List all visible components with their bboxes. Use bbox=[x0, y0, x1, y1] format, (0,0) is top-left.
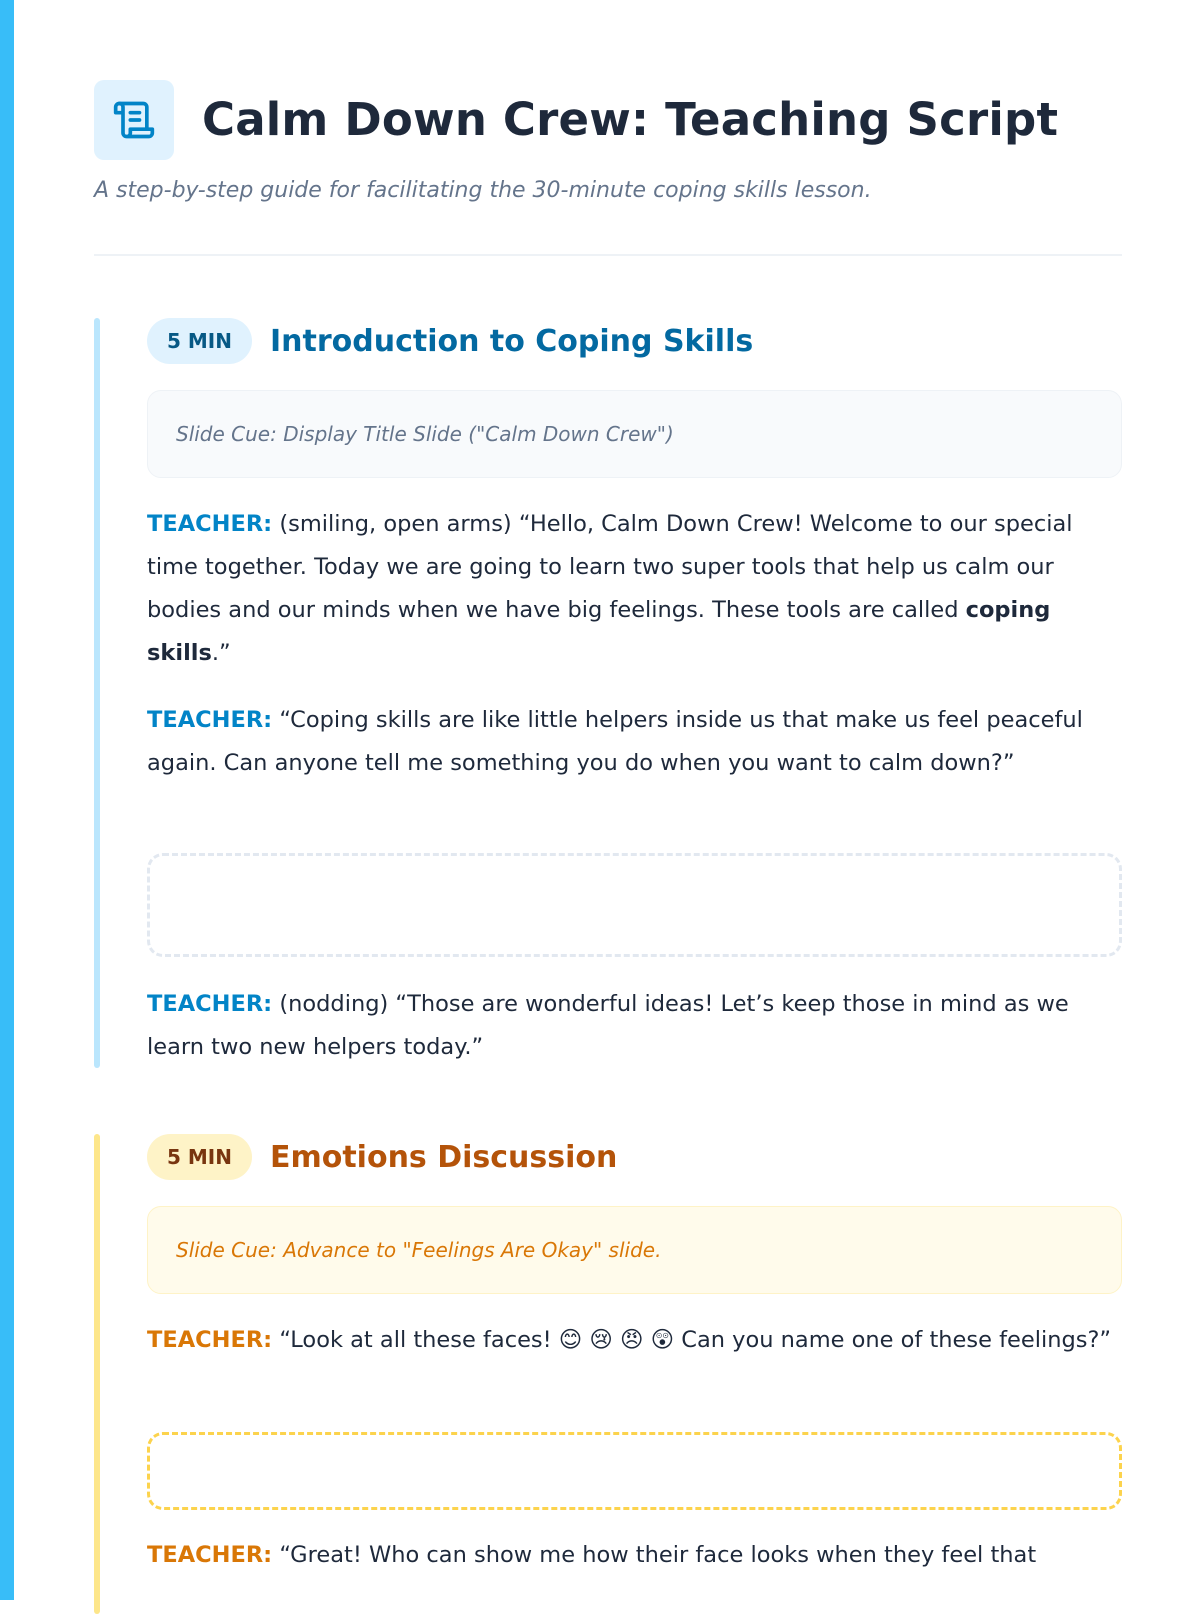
slide-cue: Slide Cue: Advance to "Feelings Are Okay" slide. bbox=[147, 1206, 1122, 1294]
speaker-label: TEACHER: bbox=[147, 1542, 273, 1568]
line-text: (nodding) “Those are wonderful ideas! Let’s keep those in mind as we learn two new helpers today.” bbox=[147, 991, 1069, 1060]
duration-badge: 5 MIN bbox=[147, 1134, 252, 1180]
teacher-line bbox=[147, 1319, 1122, 1362]
line-text: “Great! Who can show me how their face looks when they feel that bbox=[272, 1542, 1037, 1568]
section-accent-bar bbox=[94, 318, 100, 1068]
speaker-label: TEACHER: bbox=[147, 991, 273, 1017]
slide-cue: Slide Cue: Display Title Slide ("Calm Down Crew") bbox=[147, 390, 1122, 478]
section-accent-bar bbox=[94, 1134, 100, 1614]
teacher-line bbox=[147, 699, 1122, 785]
speaker-label: TEACHER: bbox=[147, 707, 273, 733]
header-divider bbox=[94, 254, 1122, 256]
speaker-label: TEACHER: bbox=[147, 511, 273, 537]
student-response-box[interactable] bbox=[147, 853, 1122, 957]
page-subtitle: A step-by-step guide for facilitating the 30-minute coping skills lesson. bbox=[94, 178, 872, 203]
teacher-line bbox=[147, 983, 1122, 1069]
student-response-box[interactable] bbox=[147, 1432, 1122, 1510]
section-title: Introduction to Coping Skills bbox=[269, 323, 754, 359]
section-header bbox=[147, 1134, 617, 1180]
emphasis-text: coping skills bbox=[147, 597, 1051, 666]
section-header bbox=[147, 318, 753, 364]
section-title: Emotions Discussion bbox=[269, 1139, 618, 1175]
left-accent-rail bbox=[0, 0, 14, 1600]
teacher-line bbox=[147, 503, 1122, 675]
speaker-label: TEACHER: bbox=[147, 1327, 273, 1353]
scroll-icon bbox=[94, 80, 174, 160]
line-text: (smiling, open arms) “Hello, Calm Down Crew! Welcome to our special time together. Today we are going to learn two super tools that help us calm our bodies and our minds when we have big feelings. These tools are called bbox=[147, 511, 1073, 623]
section-introduction bbox=[94, 318, 1122, 1078]
teacher-line bbox=[147, 1534, 1122, 1577]
line-text: “Look at all these faces! 😊 😢 😠 😲 Can you name one of these feelings?” bbox=[272, 1327, 1112, 1353]
page-title: Calm Down Crew: Teaching Script bbox=[202, 93, 1059, 146]
section-emotions-discussion bbox=[94, 1134, 1122, 1600]
line-text-end: .” bbox=[211, 640, 231, 666]
duration-badge: 5 MIN bbox=[147, 318, 252, 364]
line-text: “Coping skills are like little helpers inside us that make us feel peaceful again. Can anyone tell me something you do when you want to calm down?” bbox=[147, 707, 1083, 776]
